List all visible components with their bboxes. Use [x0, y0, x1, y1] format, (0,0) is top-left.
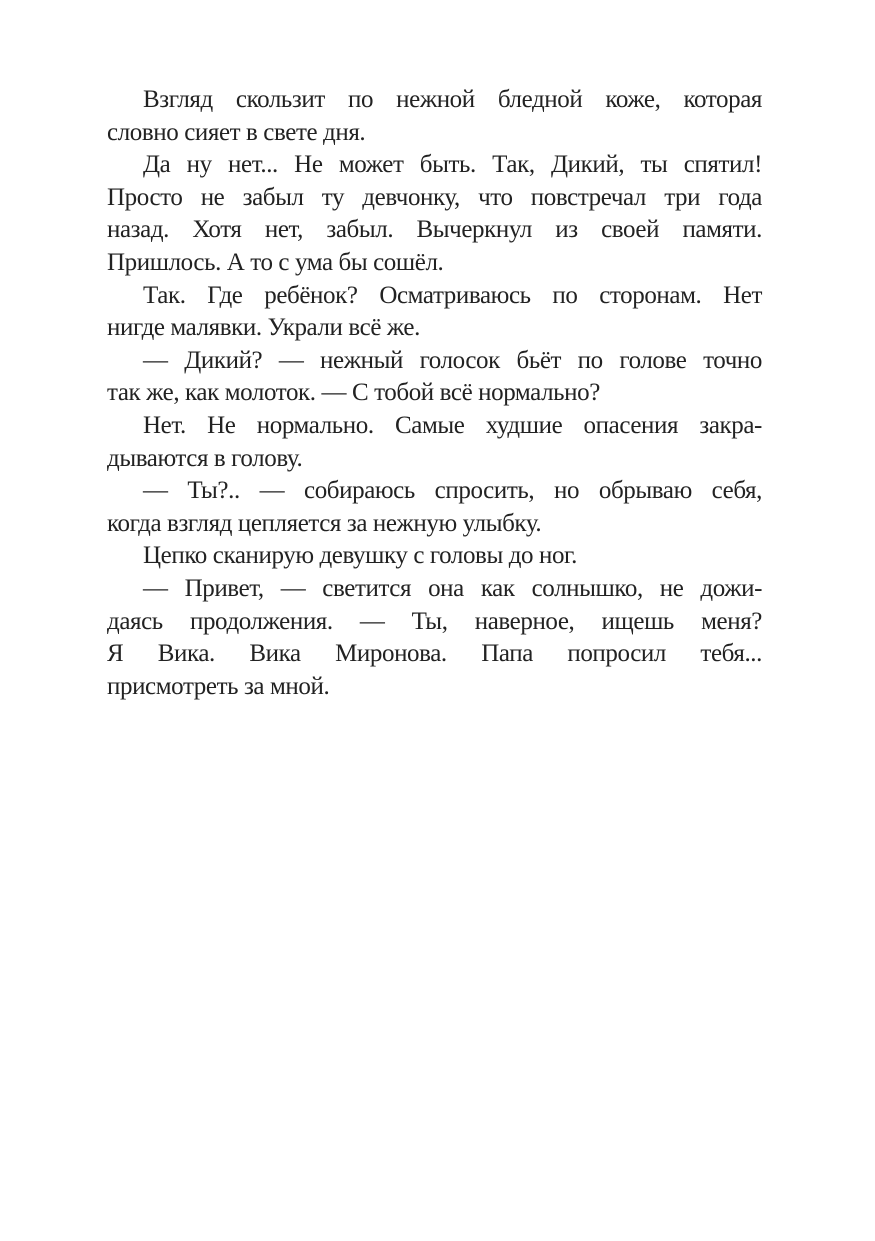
text-line: — Привет, — светится она как солнышко, не дожи- — [143, 574, 762, 602]
paragraph — [107, 475, 762, 540]
paragraph — [107, 573, 762, 703]
paragraph — [107, 345, 762, 410]
text-line: присмотреть за мной. — [107, 672, 330, 700]
text-line: Так. Где ребёнок? Осматриваюсь по сторонам. Нет — [143, 281, 762, 309]
paragraph — [107, 410, 762, 475]
book-page — [107, 84, 762, 703]
paragraph — [107, 540, 762, 573]
text-line: дываются в голову. — [107, 444, 303, 472]
text-line: нигде малявки. Украли всё же. — [107, 314, 420, 342]
text-line: — Ты?.. — собираюсь спросить, но обрываю себя, — [143, 477, 762, 505]
text-line: Просто не забыл ту девчонку, что повстречал три года — [107, 183, 762, 211]
text-line: когда взгляд цепляется за нежную улыбку. — [107, 509, 542, 537]
text-line: Пришлось. А то с ума бы сошёл. — [107, 248, 444, 276]
paragraph — [107, 149, 762, 279]
text-line: Нет. Не нормально. Самые худшие опасения закра- — [143, 411, 762, 439]
text-line: Я Вика. Вика Миронова. Папа попросил тебя... — [107, 640, 762, 668]
text-line: Взгляд скользит по нежной бледной коже, которая — [143, 86, 762, 113]
text-line: — Дикий? — нежный голосок бьёт по голове точно — [143, 346, 762, 374]
text-line: так же, как молоток. — С тобой всё нормально? — [107, 379, 600, 407]
paragraph — [107, 84, 762, 149]
text-line: Да ну нет... Не может быть. Так, Дикий, ты спятил! — [143, 151, 762, 179]
text-line: словно сияет в свете дня. — [107, 118, 366, 146]
text-line: назад. Хотя нет, забыл. Вычеркнул из своей памяти. — [107, 216, 762, 244]
paragraph — [107, 280, 762, 345]
text-line: даясь продолжения. — Ты, наверное, ищешь меня? — [107, 607, 762, 635]
text-line: Цепко сканирую девушку с головы до ног. — [143, 542, 577, 570]
